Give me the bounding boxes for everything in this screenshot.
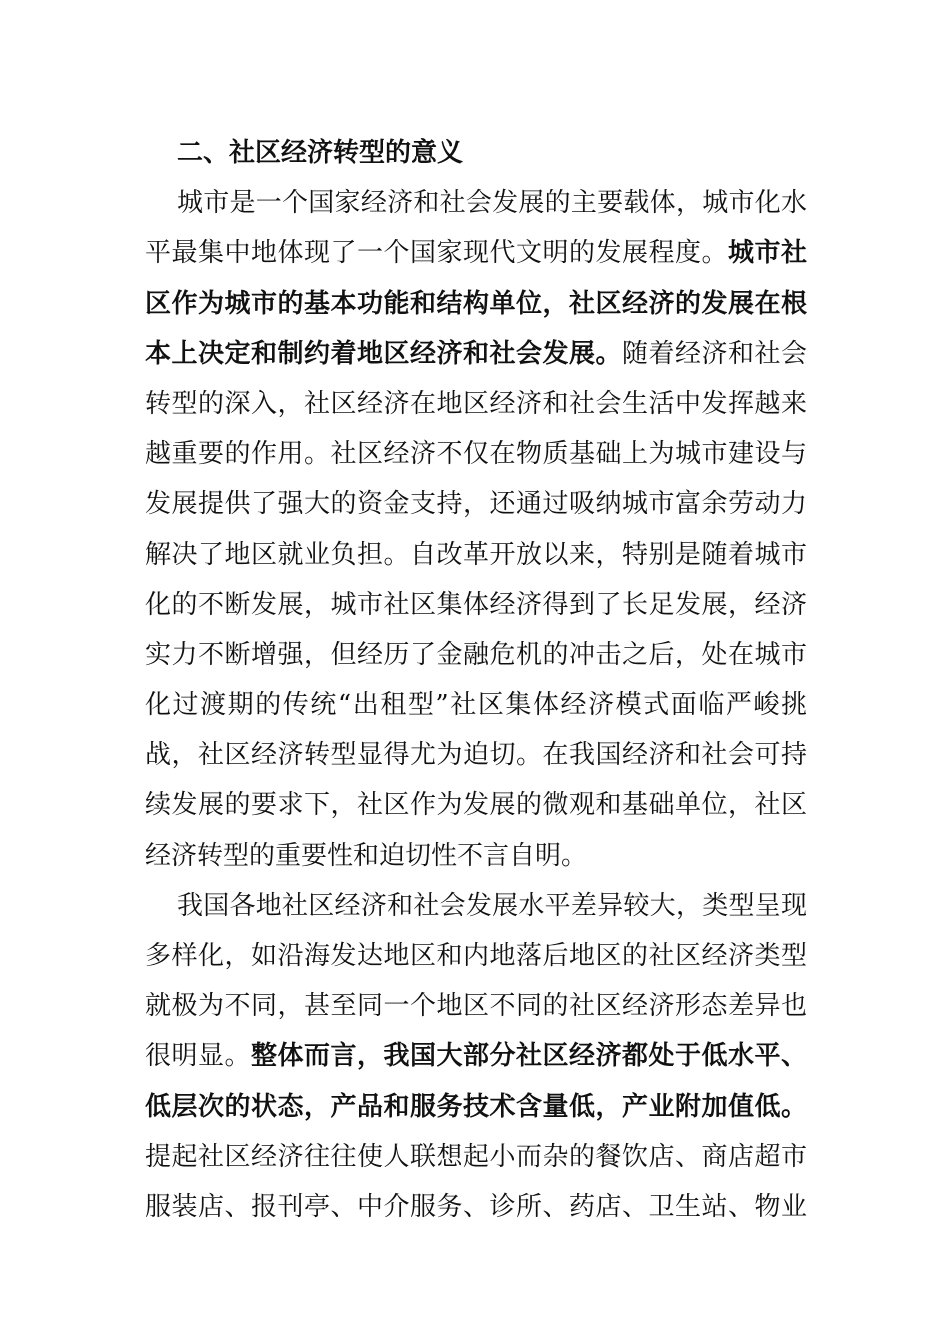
paragraph-1-line — [145, 630, 807, 680]
text-run: 就极为不同，甚至同一个地区不同的社区经济形态差异也 — [145, 991, 807, 1022]
paragraph-1-line — [145, 580, 807, 630]
text-run: 续发展的要求下，社区作为发展的微观和基础单位，社区 — [145, 790, 807, 821]
paragraph-1-line — [145, 730, 807, 780]
paragraph-2-line — [145, 1082, 807, 1132]
paragraph-2-line — [145, 931, 807, 981]
text-run: 实力不断增强，但经历了金融危机的冲击之后，处在城市 — [145, 639, 807, 670]
text-run: 城市是一个国家经济和社会发展的主要载体，城市化水 — [177, 188, 807, 219]
document-page — [145, 128, 807, 1232]
bold-text-run: 本上决定和制约着地区经济和社会发展。 — [145, 338, 622, 369]
text-run: 越重要的作用。社区经济不仅在物质基础上为城市建设与 — [145, 439, 807, 470]
text-run: 随着经济和社会 — [621, 338, 807, 369]
bold-text-run: 城市社 — [727, 238, 807, 269]
paragraph-1-line — [145, 228, 807, 278]
paragraph-1-line — [145, 680, 807, 730]
text-run: 提起社区经济往往使人联想起小而杂的餐饮店、商店超市 — [145, 1141, 807, 1172]
bold-text-run: 低层次的状态，产品和服务技术含量低，产业附加值低。 — [145, 1091, 807, 1122]
text-run: 经济转型的重要性和迫切性不言自明。 — [145, 840, 588, 871]
text-run: 平最集中地体现了一个国家现代文明的发展程度。 — [145, 238, 728, 269]
text-run: 发展提供了强大的资金支持，还通过吸纳城市富余劳动力 — [145, 489, 807, 520]
paragraph-1-line — [145, 178, 807, 228]
paragraph-1-line — [145, 530, 807, 580]
paragraph-1-line — [145, 329, 807, 379]
paragraph-1-line — [145, 279, 807, 329]
text-run: 我国各地社区经济和社会发展水平差异较大，类型呈现 — [177, 890, 807, 921]
paragraph-1-line — [145, 429, 807, 479]
section-heading: 二、社区经济转型的意义 — [177, 138, 464, 168]
paragraph-1-line — [145, 780, 807, 830]
paragraph-2-line — [145, 1132, 807, 1182]
paragraph-2-line — [145, 1031, 807, 1081]
text-run: 很明显。 — [145, 1041, 251, 1072]
paragraph-2-line — [145, 981, 807, 1031]
text-run: 解决了地区就业负担。自改革开放以来，特别是随着城市 — [145, 539, 807, 570]
paragraph-1-line — [145, 479, 807, 529]
bold-text-run: 整体而言，我国大部分社区经济都处于低水平、 — [251, 1041, 807, 1072]
paragraph-1-line — [145, 831, 807, 881]
text-run: 转型的深入，社区经济在地区经济和社会生活中发挥越来 — [145, 388, 807, 419]
paragraph-2-line — [145, 881, 807, 931]
bold-text-run: 区作为城市的基本功能和结构单位，社区经济的发展在根 — [145, 288, 807, 319]
text-run: 战，社区经济转型显得尤为迫切。在我国经济和社会可持 — [145, 740, 807, 771]
paragraph-1-line — [145, 379, 807, 429]
text-run: 服装店、报刊亭、中介服务、诊所、药店、卫生站、物业 — [145, 1191, 807, 1222]
text-run: 多样化，如沿海发达地区和内地落后地区的社区经济类型 — [145, 941, 807, 971]
text-run: 化的不断发展，城市社区集体经济得到了长足发展，经济 — [145, 589, 807, 620]
paragraph-2-line — [145, 1182, 807, 1232]
text-run: 化过渡期的传统“出租型”社区集体经济模式面临严峻挑 — [145, 690, 807, 721]
